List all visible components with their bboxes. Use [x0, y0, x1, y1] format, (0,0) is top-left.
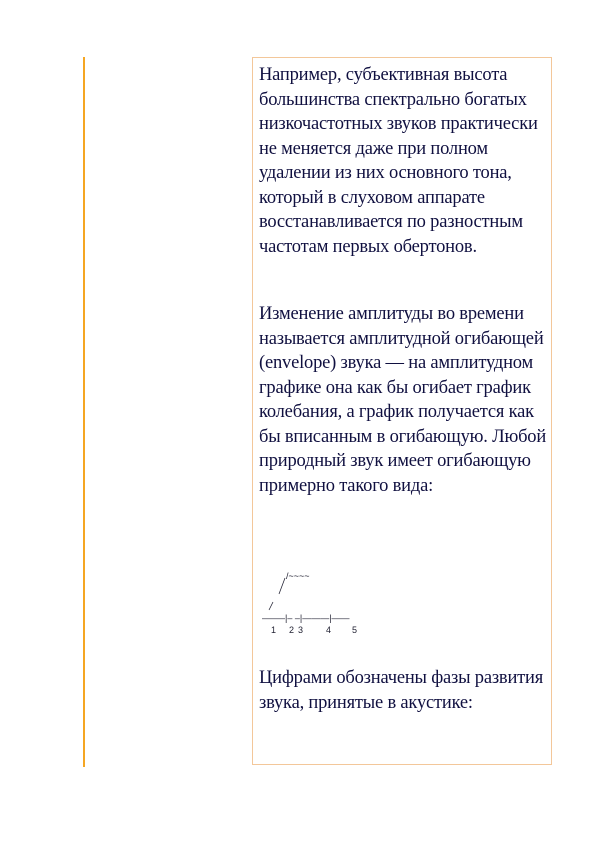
envelope-attack-lower	[269, 602, 273, 610]
phase-label-4: 4	[326, 625, 332, 635]
envelope-baseline: ——–|– –|———|——	[262, 613, 350, 623]
text-frame	[252, 57, 552, 765]
phase-label-1: 1	[271, 625, 277, 635]
envelope-top-line: /~~~~	[286, 571, 310, 581]
paragraph-pitch: Например, субъективная высота большинства спектрально богатых низкочастотных звуков практически не меняется даже при полном удалении из них основного тона, который в слуховом аппарате восстанавливается по разностным частотам первых обертонов.	[259, 65, 538, 257]
paragraph-phases: Цифрами обозначены фазы развития звука, принятые в акустике:	[259, 668, 544, 713]
phase-label-5: 5	[352, 625, 358, 635]
phase-label-3: 3	[298, 625, 304, 635]
envelope-attack-upper	[279, 578, 285, 594]
phase-label-2: 2	[289, 625, 295, 635]
envelope-diagram	[259, 568, 399, 638]
paragraph-envelope: Изменение амплитуды во времени называется амплитудной огибающей (envelope) звука — на амплитудном графике она как бы огибает график колебания, а график получается как бы вписанным в огибающую. Любой природный звук имеет огибающую примерно такого вида:	[259, 304, 547, 496]
left-margin-rule	[83, 57, 85, 767]
